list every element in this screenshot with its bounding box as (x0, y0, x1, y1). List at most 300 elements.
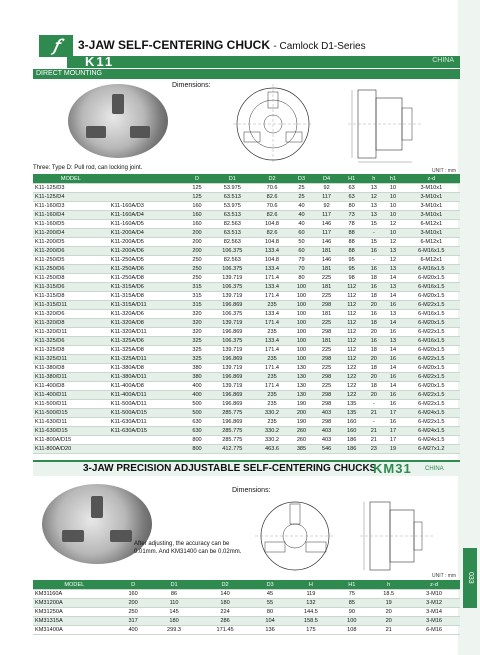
table-cell: K11-160A/D3 (109, 202, 185, 211)
table-cell: 12 (383, 238, 402, 247)
table-cell: K11-325/D6 (33, 337, 109, 346)
table-cell: K11-500/D11 (33, 400, 109, 409)
table-cell: 112 (339, 310, 364, 319)
table-cell: 412.775 (210, 445, 256, 454)
table-cell: 13 (383, 247, 402, 256)
table-cell: KM31160A (33, 590, 116, 599)
table-cell: 139.719 (210, 364, 256, 373)
table-cell: 6-M22x1.5 (403, 391, 460, 400)
table-cell: 800 (184, 445, 209, 454)
table-cell: 20 (364, 328, 383, 337)
table-cell: 130 (289, 391, 314, 400)
table-cell: 16 (383, 301, 402, 310)
table-cell: K11-325A/D6 (109, 337, 185, 346)
table-cell: 130 (289, 364, 314, 373)
table-cell: K11-200A/D6 (109, 247, 185, 256)
table-cell: 225 (314, 319, 339, 328)
table-cell: 400 (116, 626, 151, 635)
table-cell: 125 (184, 184, 209, 193)
table-cell: K11-400/D11 (33, 391, 109, 400)
table-cell: 400 (184, 391, 209, 400)
table-cell: 196.869 (210, 355, 256, 364)
table-cell: 6-M20x1.5 (403, 319, 460, 328)
table-cell: 139.719 (210, 292, 256, 301)
table-cell: 73 (339, 211, 364, 220)
table-row (33, 364, 460, 373)
table-cell: 112 (339, 337, 364, 346)
brand-logo: 𝑓 (39, 35, 73, 57)
table-row (33, 265, 460, 274)
table-cell: 235 (255, 328, 289, 337)
table-cell: 136 (253, 626, 288, 635)
table-cell: 12 (383, 220, 402, 229)
table-cell: 6-M24x1.5 (403, 427, 460, 436)
table-header-cell: h (364, 174, 383, 184)
table-cell: 298 (314, 418, 339, 427)
table-header-cell: H1 (339, 174, 364, 184)
table-cell: K11-160/D5 (33, 220, 109, 229)
table-cell: 146 (314, 220, 339, 229)
table-cell: 45 (253, 590, 288, 599)
table-cell: 400 (184, 382, 209, 391)
table-cell: 16 (364, 283, 383, 292)
table-cell: 16 (383, 373, 402, 382)
table-cell: 196.869 (210, 400, 256, 409)
table-cell: 3-M10 (408, 590, 460, 599)
table-cell: 100 (289, 328, 314, 337)
table-cell: 86 (151, 590, 198, 599)
table-cell: 122 (339, 391, 364, 400)
table-cell: 186 (339, 436, 364, 445)
table-header-cell: D3 (253, 580, 288, 590)
table1-unit: UNIT : mm (432, 168, 457, 174)
table-cell: 3-M10x1 (403, 193, 460, 202)
table-row (33, 608, 460, 617)
table-cell: 6-M24x1.5 (403, 409, 460, 418)
table-cell: 250 (184, 274, 209, 283)
table-cell: 40 (289, 211, 314, 220)
section-band (33, 69, 460, 79)
table-cell: 55 (253, 599, 288, 608)
table-cell: 82.6 (255, 193, 289, 202)
table-cell: 20 (364, 373, 383, 382)
table-cell: K11-320/D11 (33, 328, 109, 337)
table-cell: 235 (255, 355, 289, 364)
table-cell: 80 (339, 202, 364, 211)
table-cell: 235 (255, 418, 289, 427)
table-row (33, 382, 460, 391)
table-cell: 100 (289, 310, 314, 319)
table-cell: 171.4 (255, 364, 289, 373)
country-label: CHINA (432, 57, 454, 64)
table-cell: 250 (184, 256, 209, 265)
table-cell: - (364, 256, 383, 265)
table-cell: 92 (314, 184, 339, 193)
table-cell: 160 (339, 427, 364, 436)
table-cell: 119 (287, 590, 334, 599)
table-cell: 70.6 (255, 184, 289, 193)
table-cell: 385 (289, 445, 314, 454)
table-cell: 181 (314, 337, 339, 346)
table-cell: 6-M27x1.2 (403, 445, 460, 454)
table-cell: K11-325/D11 (33, 355, 109, 364)
table-cell: 110 (151, 599, 198, 608)
table-cell: 181 (314, 247, 339, 256)
table-cell: 104.8 (255, 220, 289, 229)
table-cell: 112 (339, 283, 364, 292)
table-row (33, 400, 460, 409)
table-row (33, 301, 460, 310)
table-header-cell: D1 (151, 580, 198, 590)
table-cell: 13 (383, 283, 402, 292)
table-cell: 139.719 (210, 319, 256, 328)
table-cell: K11-400A/D11 (109, 391, 185, 400)
table-cell: 6-M22x1.5 (403, 418, 460, 427)
table-cell: 80 (289, 274, 314, 283)
table-cell: K11-630A/D11 (109, 418, 185, 427)
table-cell: 139.719 (210, 346, 256, 355)
table-cell: K11-315/D8 (33, 292, 109, 301)
table-cell: 6-M22x1.5 (403, 301, 460, 310)
table-cell: K11-315A/D11 (109, 301, 185, 310)
table-cell: 19 (383, 445, 402, 454)
table-cell: 40 (289, 202, 314, 211)
table-row (33, 418, 460, 427)
table-cell: 112 (339, 328, 364, 337)
table-row (33, 436, 460, 445)
table-cell: 20 (369, 608, 408, 617)
table-cell: 403 (314, 436, 339, 445)
table-cell: K11-380A/D8 (109, 364, 185, 373)
table-cell: 133.4 (255, 310, 289, 319)
table-cell: K11-250A/D8 (109, 274, 185, 283)
table-cell: 15 (364, 220, 383, 229)
table-cell: - (364, 400, 383, 409)
table-cell: 16 (364, 310, 383, 319)
table-cell: 6-M20x1.5 (403, 346, 460, 355)
table-cell: 6-M22x1.5 (403, 373, 460, 382)
table-cell: 225 (314, 364, 339, 373)
table-cell: 298 (314, 373, 339, 382)
table-cell: 100 (289, 319, 314, 328)
table-cell: 104.8 (255, 238, 289, 247)
table-cell: 117 (314, 229, 339, 238)
table-header-cell: D (184, 174, 209, 184)
table-cell: 100 (334, 617, 369, 626)
table-row (33, 319, 460, 328)
table-cell: 6-M22x1.5 (403, 328, 460, 337)
table-cell: 17 (383, 427, 402, 436)
table-header-cell: D3 (289, 174, 314, 184)
table-cell: 146 (314, 256, 339, 265)
table-cell: K11-250A/D6 (109, 265, 185, 274)
table-cell: 53.975 (210, 184, 256, 193)
table-cell: 25 (289, 184, 314, 193)
table-cell: 285.775 (210, 409, 256, 418)
table-cell: 82.6 (255, 229, 289, 238)
table-cell: 21 (364, 427, 383, 436)
title-main: 3-JAW SELF-CENTERING CHUCK (78, 38, 271, 52)
table-cell: 18 (364, 346, 383, 355)
table-cell: K11-250A/D5 (109, 256, 185, 265)
table-cell: K11-320A/D8 (109, 319, 185, 328)
table-cell: K11-250/D6 (33, 265, 109, 274)
table-cell: 196.869 (210, 391, 256, 400)
table-cell: 139.719 (210, 274, 256, 283)
table-cell: 10 (383, 229, 402, 238)
table-cell: 90 (334, 608, 369, 617)
table-cell: 160 (184, 220, 209, 229)
table-cell: 181 (314, 265, 339, 274)
table-cell: K11-320/D8 (33, 319, 109, 328)
table-cell: 13 (364, 202, 383, 211)
table-cell: 63 (339, 184, 364, 193)
table-cell (109, 436, 185, 445)
table-cell: 144.5 (287, 608, 334, 617)
section2-dimensions-label: Dimensions: (232, 487, 271, 494)
table-cell: 225 (314, 346, 339, 355)
table-cell: 3-M10x1 (403, 211, 460, 220)
table-cell: 122 (339, 364, 364, 373)
table-row (33, 247, 460, 256)
table-cell: 18 (364, 274, 383, 283)
table-cell: 14 (383, 364, 402, 373)
jaw-shape (91, 496, 103, 518)
dimensions-label: Dimensions: (172, 82, 211, 89)
table-cell: 21 (364, 436, 383, 445)
table-cell: 546 (314, 445, 339, 454)
table-cell: 315 (184, 292, 209, 301)
table-cell: 140 (198, 590, 253, 599)
table-cell: 112 (339, 301, 364, 310)
table-cell: K11-325A/D11 (109, 355, 185, 364)
table-cell: 298 (314, 355, 339, 364)
table-cell: 325 (184, 337, 209, 346)
table-cell: 10 (383, 193, 402, 202)
table-cell: 146 (314, 238, 339, 247)
table-cell: 181 (314, 310, 339, 319)
table-cell: 250 (184, 265, 209, 274)
table-cell: 250 (116, 608, 151, 617)
title-band (67, 56, 460, 68)
table-row (33, 238, 460, 247)
table-cell: 171.4 (255, 346, 289, 355)
table-header-cell: D4 (314, 174, 339, 184)
table-cell: 10 (383, 211, 402, 220)
table-cell: K11-320/D6 (33, 310, 109, 319)
table-cell: 180 (198, 599, 253, 608)
table-cell: 500 (184, 409, 209, 418)
table-row (33, 328, 460, 337)
table-header-cell: H1 (334, 580, 369, 590)
table-cell: 317 (116, 617, 151, 626)
table-cell: 299.3 (151, 626, 198, 635)
jaw-shape (62, 530, 84, 542)
table-row (33, 427, 460, 436)
table-cell: 330.2 (255, 409, 289, 418)
table-cell: 82.563 (210, 256, 256, 265)
table-cell: K11-325A/D8 (109, 346, 185, 355)
table-cell: 78 (339, 220, 364, 229)
table-cell: 6-M12x1 (403, 256, 460, 265)
section2-code: KM31 (373, 461, 412, 476)
table-cell: 260 (289, 436, 314, 445)
table-cell: 85 (334, 599, 369, 608)
table-header-cell: D2 (198, 580, 253, 590)
table-cell: 200 (289, 409, 314, 418)
table-cell: 16 (364, 247, 383, 256)
table-cell (109, 445, 185, 454)
table-cell: 13 (364, 211, 383, 220)
table-cell: 6-M16x1.5 (403, 310, 460, 319)
table-cell: - (364, 418, 383, 427)
table-cell: 79 (289, 256, 314, 265)
table-cell: 286 (198, 617, 253, 626)
table-cell: 21 (364, 409, 383, 418)
table-cell: 235 (255, 301, 289, 310)
table-cell: K11-500A/D11 (109, 400, 185, 409)
table-cell: 6-M16x1.5 (403, 283, 460, 292)
table-header-cell: D1 (210, 174, 256, 184)
table-cell: 133.4 (255, 265, 289, 274)
table-cell: 260 (289, 427, 314, 436)
table-cell: 175 (287, 626, 334, 635)
table-cell: 16 (364, 265, 383, 274)
table-cell: 500 (184, 400, 209, 409)
table-cell: 20 (364, 301, 383, 310)
table-cell: 224 (198, 608, 253, 617)
table-cell: 125 (184, 193, 209, 202)
table-row (33, 184, 460, 193)
table-cell: K11-630/D11 (33, 418, 109, 427)
table-cell: K11-800A/D15 (33, 436, 109, 445)
table-cell: 315 (184, 283, 209, 292)
table-row (33, 409, 460, 418)
table-header-cell: MODEL (33, 174, 109, 184)
table-cell: 106.375 (210, 310, 256, 319)
table-cell: 122 (339, 373, 364, 382)
table-header-cell: H (287, 580, 334, 590)
table-cell: 18 (364, 319, 383, 328)
table-cell: 6-M20x1.5 (403, 364, 460, 373)
table-cell: 14 (383, 274, 402, 283)
table-cell: 298 (314, 391, 339, 400)
table-row (33, 445, 460, 454)
section-label: DIRECT MOUNTING (36, 70, 102, 77)
table-cell: K11-200/D6 (33, 247, 109, 256)
table-cell: 135 (339, 400, 364, 409)
table-cell: K11-200A/D5 (109, 238, 185, 247)
table-cell: 117 (314, 211, 339, 220)
table-cell: 285.775 (210, 436, 256, 445)
product-code: K11 (85, 54, 115, 69)
table-row (33, 193, 460, 202)
table-cell: 171.45 (198, 626, 253, 635)
table-cell: 70.6 (255, 202, 289, 211)
table1-caption: Three: Type D: Pull rod, can locking joint. (33, 165, 143, 171)
table-cell: 171.4 (255, 319, 289, 328)
table-cell: 23 (364, 445, 383, 454)
table-cell: K11-200/D5 (33, 238, 109, 247)
table-cell: K11-325/D8 (33, 346, 109, 355)
table-row (33, 220, 460, 229)
table-cell: 16 (383, 355, 402, 364)
table-cell: 403 (314, 427, 339, 436)
table-cell: 139.719 (210, 382, 256, 391)
table-cell: 133.4 (255, 283, 289, 292)
table-cell: 800 (184, 436, 209, 445)
table-cell: 100 (289, 283, 314, 292)
table-cell: 70 (289, 265, 314, 274)
table-cell: 200 (184, 238, 209, 247)
table-row (33, 256, 460, 265)
table-row (33, 355, 460, 364)
table-cell: 21 (369, 626, 408, 635)
table-cell: 40 (289, 220, 314, 229)
table-cell: 3-M10x1 (403, 184, 460, 193)
table-cell: 180 (151, 617, 198, 626)
table-cell: 158.5 (287, 617, 334, 626)
table-row (33, 202, 460, 211)
table-cell: K11-200A/D4 (109, 229, 185, 238)
table-cell: 14 (383, 346, 402, 355)
table-cell: 186 (339, 445, 364, 454)
table-cell: K11-380A/D11 (109, 373, 185, 382)
table-cell: 100 (289, 337, 314, 346)
table-cell: 6-M16x1.5 (403, 337, 460, 346)
table-cell: 630 (184, 418, 209, 427)
table-cell: K11-400/D8 (33, 382, 109, 391)
table-cell: 225 (314, 274, 339, 283)
table-cell: 380 (184, 373, 209, 382)
table-cell: 171.4 (255, 292, 289, 301)
table-cell: 133.4 (255, 337, 289, 346)
table-cell: K11-160/D3 (33, 202, 109, 211)
table-cell: 16 (383, 400, 402, 409)
table-cell: 16 (383, 391, 402, 400)
table-header-cell: D (116, 580, 151, 590)
table-header-cell: z-d (408, 580, 460, 590)
table-cell: 88 (339, 238, 364, 247)
table-cell: 130 (289, 382, 314, 391)
section2-band (33, 460, 460, 476)
table-cell: K11-380/D8 (33, 364, 109, 373)
table-cell: 320 (184, 310, 209, 319)
table-cell: - (364, 229, 383, 238)
jaw-shape (130, 126, 150, 138)
table-cell: 380 (184, 364, 209, 373)
table-cell: 63 (339, 193, 364, 202)
table-cell: K11-315A/D6 (109, 283, 185, 292)
table-cell: 20 (364, 391, 383, 400)
table-cell: 10 (383, 184, 402, 193)
table-cell: 190 (289, 418, 314, 427)
table-cell: 20 (364, 355, 383, 364)
table-cell: 3-M10x1 (403, 202, 460, 211)
table-cell: K11-320A/D6 (109, 310, 185, 319)
table-cell: 106.375 (210, 265, 256, 274)
table-cell: K11-125/D3 (33, 184, 109, 193)
table-cell: 6-M22x1.5 (403, 355, 460, 364)
table-cell: 160 (339, 418, 364, 427)
chuck-photo (68, 84, 168, 158)
table-row (33, 617, 460, 626)
table-cell: 225 (314, 382, 339, 391)
table-cell: 106.375 (210, 337, 256, 346)
table-row (33, 590, 460, 599)
table-row (33, 292, 460, 301)
table-cell: 104 (253, 617, 288, 626)
